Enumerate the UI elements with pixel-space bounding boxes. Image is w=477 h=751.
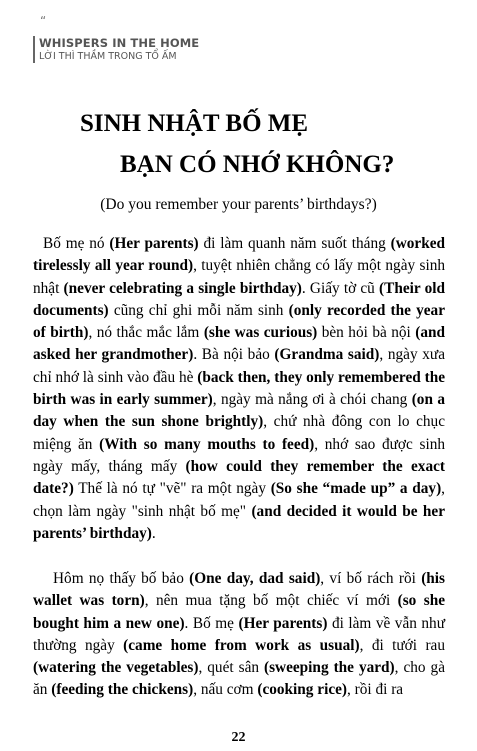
- running-header: [33, 36, 199, 63]
- vietnamese-text: đi làm về vẫn như thường ngày: [33, 614, 445, 654]
- english-gloss: (With so many mouths to feed): [99, 435, 315, 453]
- vietnamese-text: , ngày mà nắng ơi à chói chang: [212, 391, 412, 409]
- english-gloss: (and decided it would be her parents’ birthday): [33, 502, 445, 542]
- chapter-title-line2: BẠN CÓ NHỚ KHÔNG?: [120, 151, 395, 178]
- vietnamese-text: .: [151, 524, 156, 542]
- vietnamese-text: đi làm quanh năm suốt tháng: [198, 235, 391, 252]
- vietnamese-text: , nấu cơm: [193, 681, 258, 699]
- english-gloss: (Their old documents): [33, 279, 445, 319]
- vietnamese-text: Thế là nó tự "vẽ" ra một ngày: [73, 480, 271, 498]
- book-title-en: WHISPERS IN THE HOME: [39, 36, 200, 50]
- english-gloss: (sweeping the yard): [264, 659, 395, 677]
- body-paragraph-1: [33, 233, 445, 545]
- vietnamese-text: , rồi đi ra: [347, 681, 404, 699]
- quote-mark-icon: “: [40, 14, 47, 28]
- english-gloss: (his wallet was torn): [33, 570, 445, 610]
- english-gloss: (Her parents): [109, 235, 199, 252]
- english-gloss: (feeding the chickens): [51, 681, 194, 699]
- vietnamese-text: , nên mua tặng bố một chiếc ví mới: [144, 592, 398, 610]
- vietnamese-text: , chứ nhà đông con lo chục miệng ăn: [33, 413, 445, 453]
- english-gloss: (One day, dad said): [189, 570, 321, 587]
- english-gloss: (only recorded the year of birth): [33, 301, 445, 342]
- vietnamese-text: , nhớ sao được sinh ngày mấy, tháng mấy: [33, 435, 445, 475]
- vietnamese-text: . Giấy tờ cũ: [301, 279, 380, 297]
- vietnamese-text: Bố mẹ nó: [43, 235, 110, 252]
- vietnamese-text: , cho gà ăn: [33, 659, 445, 699]
- vietnamese-text: , đi tưới rau: [359, 636, 445, 654]
- vietnamese-text: , ngày xưa chỉ nhớ là sinh vào đầu hè: [33, 346, 445, 386]
- english-gloss: (on a day when the sun shone brightly): [33, 391, 445, 431]
- vietnamese-text: , nó thắc mắc lắm: [88, 324, 204, 342]
- english-gloss: (back then, they only remembered the birth was in early summer): [33, 368, 445, 409]
- english-gloss: (how could they remember the exact date?): [33, 457, 445, 498]
- english-gloss: (she was curious): [203, 324, 318, 342]
- english-gloss: (never celebrating a single birthday): [63, 279, 302, 297]
- english-gloss: (cooking rice): [257, 681, 347, 699]
- vietnamese-text: , ví bố rách rồi: [320, 570, 422, 587]
- page-number: 22: [231, 730, 246, 745]
- english-gloss: (worked tirelessly all year round): [33, 235, 446, 275]
- vietnamese-text: cũng chỉ ghi mỗi năm sinh: [108, 301, 289, 319]
- english-gloss: (came home from work as usual): [123, 636, 360, 654]
- vietnamese-text: bèn hỏi bà nội: [317, 324, 416, 342]
- english-gloss: (so she bought him a new one): [33, 592, 445, 632]
- vietnamese-text: Hôm nọ thấy bố bảo: [53, 570, 190, 587]
- vietnamese-text: . Bà nội bảo: [193, 346, 275, 364]
- vietnamese-text: , tuyệt nhiên chẳng có lấy một ngày sinh nhật: [33, 257, 445, 297]
- chapter-title-line1: SINH NHẬT BỐ MẸ: [80, 110, 309, 137]
- vietnamese-text: , chọn làm ngày "sinh nhật bố mẹ": [33, 480, 445, 520]
- english-gloss: (Her parents): [238, 614, 328, 632]
- english-gloss: (and asked her grandmother): [33, 324, 445, 364]
- vietnamese-text: . Bố mẹ: [184, 614, 239, 632]
- chapter-subtitle: (Do you remember your parents’ birthdays?): [100, 196, 377, 213]
- english-gloss: (watering the vegetables): [33, 659, 199, 677]
- vietnamese-text: , quét sân: [198, 659, 264, 677]
- book-title-vi: LỜI THÌ THẦM TRONG TỔ ẤM: [39, 51, 177, 62]
- body-paragraph-2: [33, 568, 445, 702]
- english-gloss: (So she “made up” a day): [270, 480, 442, 498]
- english-gloss: (Grandma said): [274, 346, 380, 364]
